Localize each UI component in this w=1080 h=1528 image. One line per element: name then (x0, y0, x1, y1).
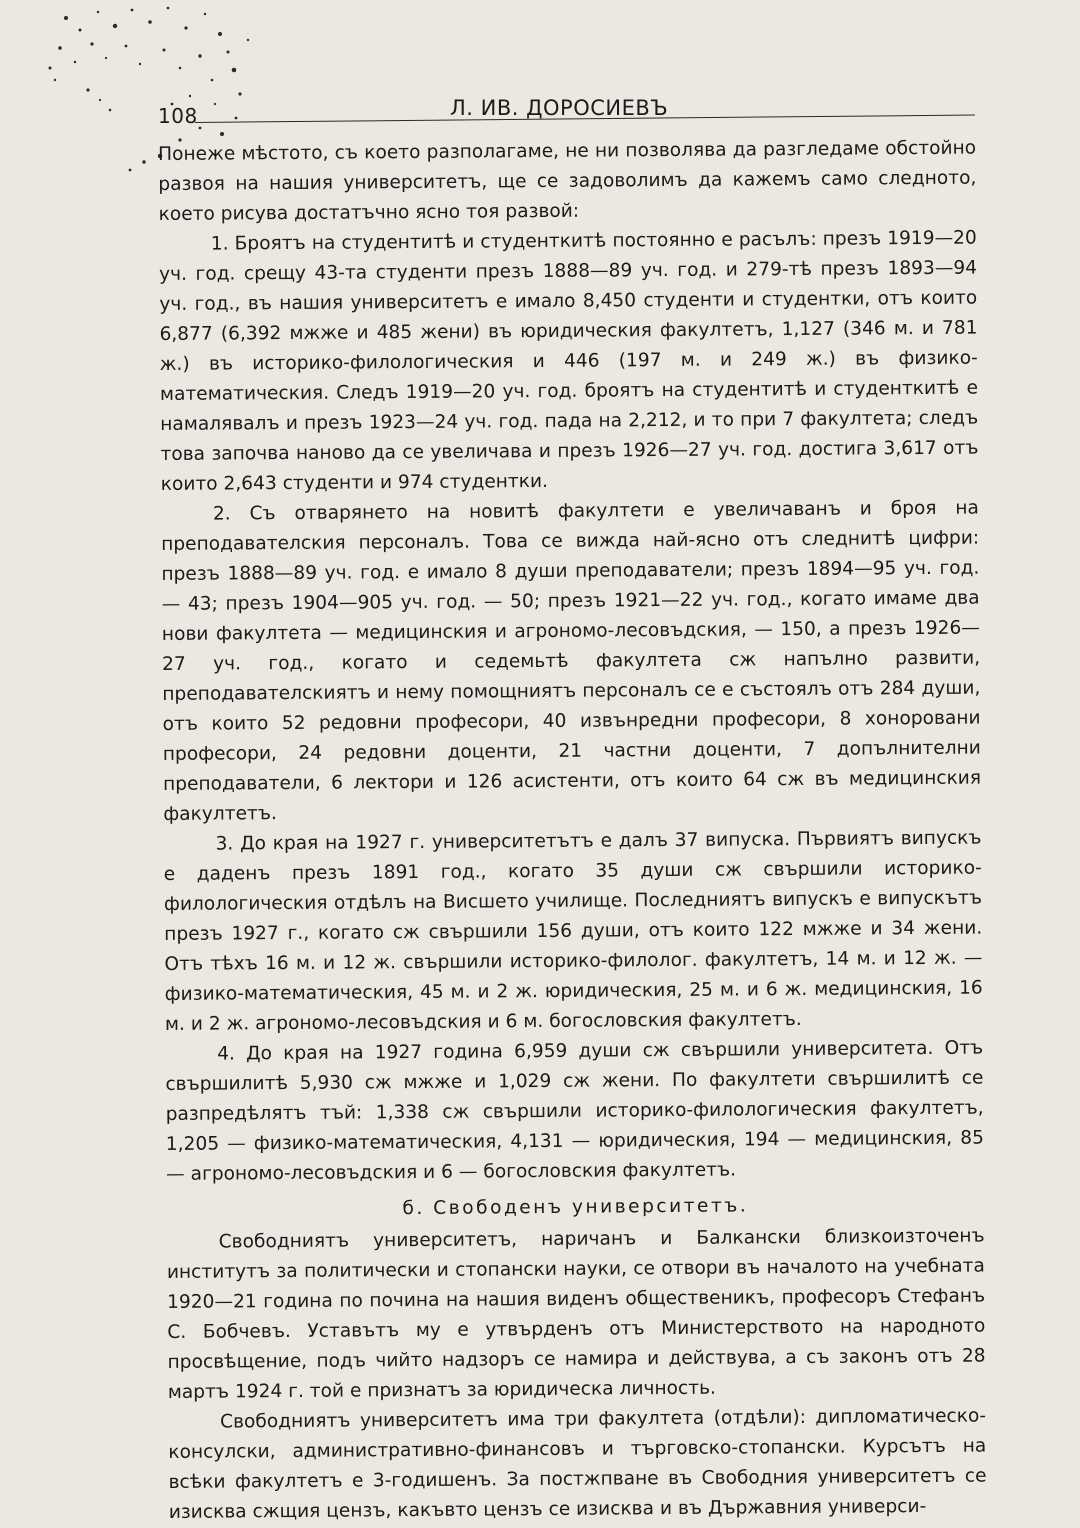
section-paragraph: Свободниятъ университетъ, наричанъ и Балкански близкоизточенъ институтъ за политически и стопански науки, се отвори въ началото на учебната 1920—21 година по почина на нашия виденъ общественикъ, професоръ Стефанъ С. Бобчевъ. Уставътъ му е утвърденъ отъ Министерството на народното просвѣщение, подъ чийто надзоръ се намира и действува, а съ законъ отъ 28 мартъ 1924 г. той е признатъ за юридическа личность. (166, 1225, 986, 1403)
running-head-author: Л. ИВ. ДОРОСИЕВЪ (450, 96, 669, 120)
list-item: 1. Броятъ на студентитѣ и студенткитѣ постоянно е расълъ: презъ 1919—20 уч. год. срещу 43-та студенти презъ 1888—89 уч. год. и 279-тѣ презъ 1893—94 уч. год., въ нашия университетъ е имало 8,450 студенти и студентки, отъ които 6,877 (6,392 мжже и 485 жени) въ юридическия факултетъ, 1,127 (346 м. и 781 ж.) въ историко-филологическия и 446 (197 м. и 249 ж.) въ физико-математическия. Следъ 1919—20 уч. год. броятъ на студентитѣ и студенткитѣ е намалявалъ и презъ 1923—24 уч. год. пада на 2,212, и то при 7 факултета; следъ това започва наново да се увеличава и презъ 1926—27 уч. год. достига 3,617 отъ които 2,643 студенти и 974 студентки. (158, 227, 979, 495)
section-heading: б. Свободенъ университетъ. (402, 1195, 749, 1220)
section-paragraph: Свободниятъ университетъ има три факултета (отдѣли): дипломатическо-консулски, административно-финансовъ и търговско-стопански. Курсътъ на всѣки факултетъ е 3-годишенъ. За постжпване въ Свободния университетъ се изисква сжщия цензъ, какъвто цензъ се изисква и въ Държавния универси- (168, 1405, 987, 1523)
intro-paragraph: Понеже мѣстото, съ което разполагаме, не ни позволява да разгледаме обстойно развоя на нашия университетъ, ще се задоволимъ да кажемъ само следното, което рисува достатъчно ясно тоя развой: (158, 137, 977, 225)
list-item: 3. До края на 1927 г. университетътъ е далъ 37 випуска. Първиятъ випускъ е даденъ презъ 1891 год., когато 35 души сж свършили историко-филологическия отдѣлъ на Висшето училище. Последниятъ випускъ е випускътъ презъ 1927 г., когато сж свършили 156 души, отъ които 122 мжже и 34 жени. Отъ тѣхъ 16 м. и 12 ж. свършили историко-филолог. факултетъ, 14 м. и 12 ж. — физико-математическия, 45 м. и 2 ж. юридическия, 25 м. и 6 ж. медицинския, 16 м. и 2 ж. агрономо-лесовъдския и 6 м. богословския факултетъ. (163, 827, 983, 1035)
page-header (150, 88, 975, 128)
page-number: 108 (158, 104, 198, 128)
list-item: 2. Съ отварянето на новитѣ факултети е увеличаванъ и броя на преподавателския персоналъ. Това се вижда най-ясно отъ следнитѣ цифри: презъ 1888—89 уч. год. е имало 8 души преподаватели; презъ 1894—95 уч. год. — 43; презъ 1904—905 уч. год. — 50; презъ 1921—22 уч. год., когато имаме два нови факултета — медицинския и агрономо-лесовъдския, — 150, а презъ 1926—27 уч. год., когато и седемьтѣ факултета сж напълно развити, преподавателскиятъ и нему помощниятъ персоналъ се е състоялъ отъ 284 души, отъ които 52 редовни професори, 40 извънредни професори, 8 хоноровани професори, 24 редовни доценти, 21 частни доценти, 7 допълнителни преподаватели, 6 лектори и 126 асистенти, отъ които 64 сж въ медицинския факултетъ. (161, 497, 982, 825)
list-item: 4. До края на 1927 година 6,959 души сж свършили университета. Отъ свършилитѣ 5,930 сж мжже и 1,029 сж жени. По факултети свършилитѣ се разпредѣлятъ тъй: 1,338 сж свършили историко-филологическия факултетъ, 1,205 — физико-математическия, 4,131 — юридическия, 194 — медицинския, 85 — агрономо-лесовъдския и 6 — богословския факултетъ. (165, 1037, 984, 1185)
main-text (158, 134, 987, 1528)
